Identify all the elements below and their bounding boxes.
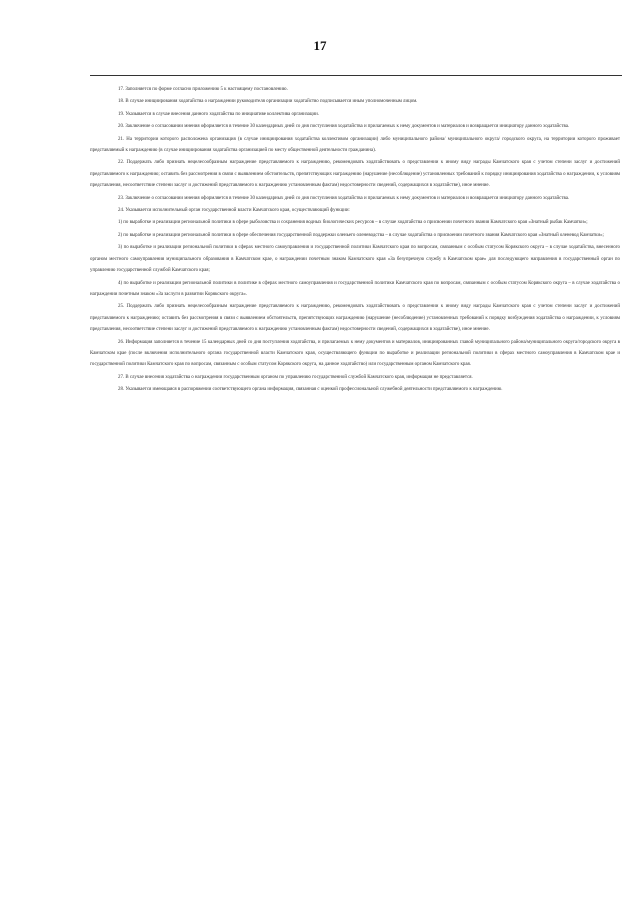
footnote-27: 27. В случае внесения ходатайства о награждении государственным органом по управлению государственной службой Камчатского края, информация не представляется. [118,374,473,380]
footnote-28: 28. Указывается имеющаяся в распоряжении соответствующего органа информация, связанная с оценкой профессиональной служебной деятельности представляемого к награждению. [118,387,503,393]
footnote-24: 24. Указывается исполнительный орган государственной власти Камчатского края, осуществляющий функции: [118,208,350,214]
page-number: 17 [313,38,327,53]
footnote-20: 20. Заключение о согласовании мнения оформляется в течение 30 календарных дней со дня поступления ходатайства и прилагаемых к нему документов и материалов и возвращается инициатору данного ходатайства. [118,124,570,130]
footnote-24-item-1: 1) по выработке и реализации региональной политики в сфере рыболовства и сохранения водных биологических ресурсов – в случае ходатайства о присвоении почетного звания Камчатского края «Знатный рыбак Камчатки»; [118,220,588,226]
footnote-23: 23. Заключение о согласовании мнения оформляется в течение 30 календарных дней со дня поступления ходатайства и прилагаемых к нему документов и материалов и возвращается инициатору данного ходатайства. [118,195,570,201]
footnotes-body [90,84,620,396]
footnote-19: 19. Указывается в случае внесения данного ходатайства по инициативе коллектива организации. [118,111,319,117]
footnote-18: 18. В случае инициирования ходатайства о награждении руководителя организации ходатайство подписывается иным уполномоченным лицом. [118,99,418,105]
footnote-25: 25. Поддержать либо признать нецелесообразным награждение представляемого к награждению, рекомендовать ходатайствовать о представлении к иному виду награды Камчатского края с учетом степени заслуг и достижений представляемого к награждению; оставить без рассмотрения в связи с выявлением обстоятельств, препятствующих награждению (нарушение (несоблюдение) установленных требований к порядку возбуждения ходатайства о награждении, к условиям представления, несоответствие степени заслуг и достижений представляемого к награждению установленным фактам) недостоверности сведений, содержащихся в ходатайстве), иное мнение. [90,304,620,333]
footnote-24-item-3: 3) по выработке и реализации региональной политики в сферах местного самоуправления и государственной политики Камчатского края по вопросам, связанным с особым статусом Корякского округа – в случае ходатайства, внесенного органом местного самоуправления муниципального образования в Камчатском крае, о награждении почетным знаком Камчатского края «За безупречную службу в Камчатском крае» для последующего направления в государственный орган по управлению государственной службой Камчатского края; [90,245,620,274]
footnote-24-item-4: 4) по выработке и реализации региональной политики в политике в сферах местного самоуправления и государственной политики Камчатского края по вопросам, связанным с особым статусом Корякского округа – в случае ходатайства о награждении почетным знаком «За заслуги в развитии Корякского округа». [90,280,620,297]
footnote-17: 17. Заполняется по форме согласно приложению 5 к настоящему постановлению. [118,87,288,92]
footnote-separator-line [90,75,622,76]
footnote-26: 26. Информация заполняется в течение 15 календарных дней со дня поступления ходатайства, и прилагаемых к нему документов и материалов, инициированных главой муниципального района/муниципального округа/городского округа в Камчатском крае (после включения исполнительного органа государственной власти Камчатского края, осуществляющего функции по выработке и реализации региональной политики в сферах местного самоуправления в Камчатском крае и государственной политики Камчатского края по вопросам, связанным с особым статусом Корякского округа, на данное ходатайство) или государственным органом Камчатского края. [90,339,620,368]
footnote-24-item-2: 2) по выработке и реализации региональной политики в сфере обеспечения государственной поддержки оленьего оленеводства – в случае ходатайства о присвоении почетного звания Камчатского края «Знатный оленевод Камчатки»; [118,232,604,238]
footnote-21: 21. На территории которого расположена организация (в случае инициирования ходатайства коллективом организации) либо муниципального района/ муниципального округа/ городского округа, на территории которого проживает представляемый к награждению (в случае инициирования ходатайства организацией по месту общественной деятельности гражданина). [90,136,620,154]
footnote-22: 22. Поддержать либо признать нецелесообразным награждение представляемого к награждению, рекомендовать ходатайствовать о представлении к иному виду награды Камчатского края с учетом степени заслуг и достижений представляемого к награждению; оставить без рассмотрения в связи с выявлением обстоятельств, препятствующих награждению (нарушение (несоблюдение) установленных требований к порядку инициирования ходатайства о награждении, к условиям представления, несоответствие степени заслуг и достижений представляемого к награждению установленным фактам) недостоверности сведений, содержащихся в ходатайстве), иное мнение. [90,160,620,189]
